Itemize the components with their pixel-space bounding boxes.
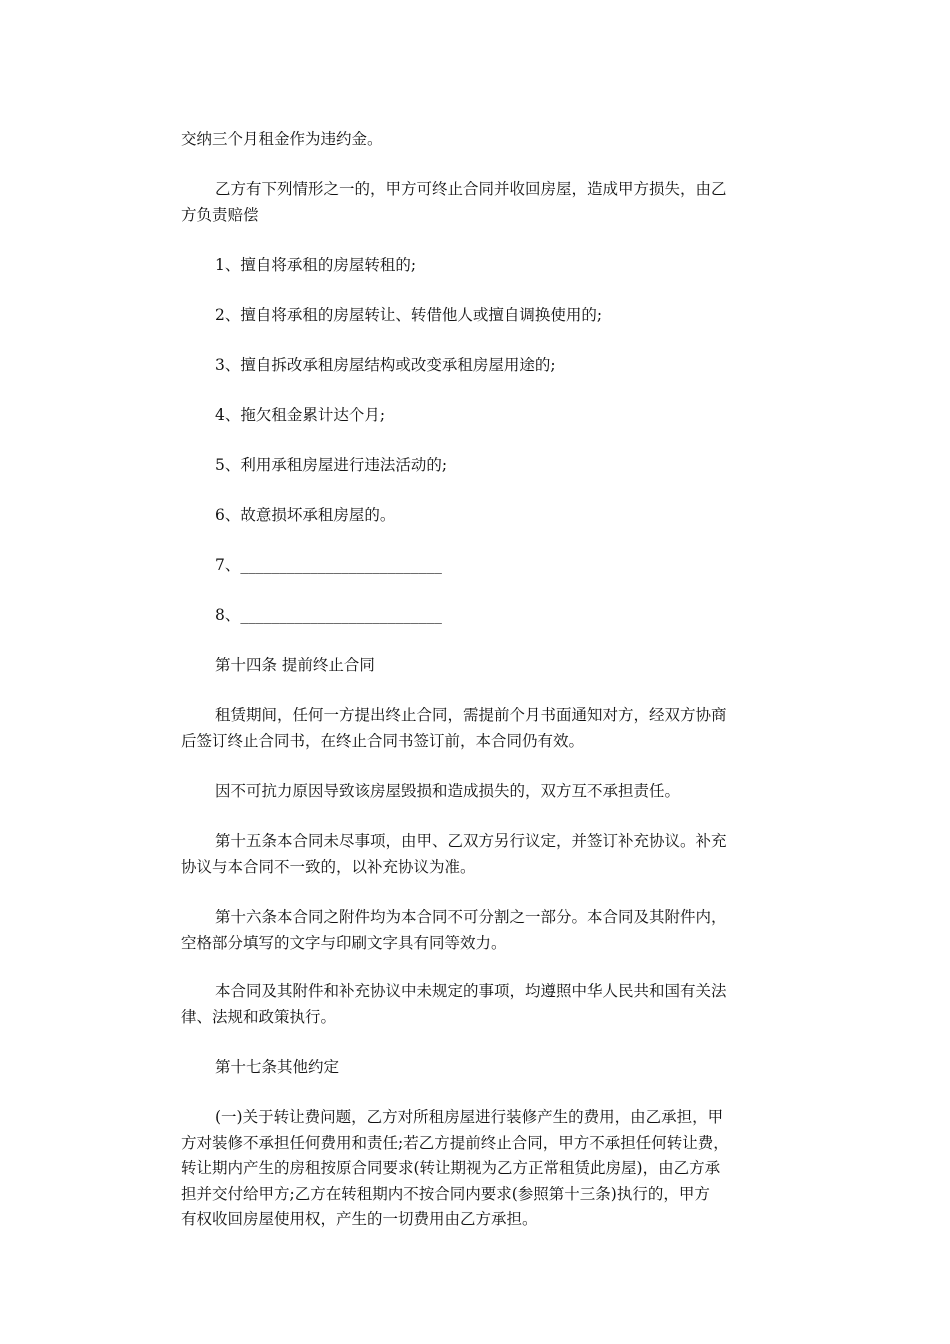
text-line: 第十五条本合同未尽事项，由甲、乙双方另行议定，并签订补充协议。补充 xyxy=(215,832,727,850)
text-line: 第十六条本合同之附件均为本合同不可分割之一部分。本合同及其附件内， xyxy=(215,908,727,926)
text-line: 担并交付给甲方;乙方在转租期内不按合同内要求(参照第十三条)执行的，甲方 xyxy=(181,1184,710,1203)
paragraph-early-termination xyxy=(181,703,775,754)
list-item-3 xyxy=(181,353,775,379)
text-line: 2、擅自将承租的房屋转让、转借他人或擅自调换使用的; xyxy=(215,306,603,324)
text-line: 方负责赔偿 xyxy=(181,205,259,224)
text-line: 律、法规和政策执行。 xyxy=(181,1007,337,1026)
paragraph-penalty-tail xyxy=(181,127,775,153)
text-line: 5、利用承租房屋进行违法活动的; xyxy=(215,456,448,474)
text-line: 3、擅自拆改承租房屋结构或改变承租房屋用途的; xyxy=(215,356,556,374)
text-line: 6、故意损坏承租房屋的。 xyxy=(215,506,396,524)
text-line: 空格部分填写的文字与印刷文字具有同等效力。 xyxy=(181,933,507,952)
paragraph-applicable-law xyxy=(181,979,775,1030)
list-item-7-blank xyxy=(181,553,775,579)
article-17-heading xyxy=(181,1055,775,1081)
article-14-heading xyxy=(181,653,775,679)
text-line: 1、擅自将承租的房屋转租的; xyxy=(215,256,417,274)
paragraph-termination-conditions xyxy=(181,177,775,228)
text-line: 协议与本合同不一致的，以补充协议为准。 xyxy=(181,857,476,876)
text-line: 因不可抗力原因导致该房屋毁损和造成损失的，双方互不承担责任。 xyxy=(215,782,681,800)
list-item-5 xyxy=(181,453,775,479)
text-line: 8、__________________________ xyxy=(215,606,442,624)
text-line: 交纳三个月租金作为违约金。 xyxy=(181,130,383,148)
article-16 xyxy=(181,905,775,956)
text-line: 转让期内产生的房租按原合同要求(转让期视为乙方正常租赁此房屋)，由乙方承 xyxy=(181,1159,721,1177)
text-line: 方对装修不承担任何费用和责任;若乙方提前终止合同，甲方不承担任何转让费， xyxy=(181,1133,729,1152)
text-line: 4、拖欠租金累计达个月; xyxy=(215,406,386,424)
text-line: 7、__________________________ xyxy=(215,556,442,574)
list-item-2 xyxy=(181,303,775,329)
list-item-6 xyxy=(181,503,775,529)
text-line: (一)关于转让费问题，乙方对所租房屋进行装修产生的费用，由乙承担，甲 xyxy=(215,1108,724,1126)
list-item-1 xyxy=(181,253,775,279)
text-line: 本合同及其附件和补充协议中未规定的事项，均遵照中华人民共和国有关法 xyxy=(215,982,727,1000)
list-item-4 xyxy=(181,403,775,429)
text-line: 后签订终止合同书，在终止合同书签订前，本合同仍有效。 xyxy=(181,731,585,750)
text-line: 第十四条 提前终止合同 xyxy=(215,656,375,674)
text-line: 乙方有下列情形之一的，甲方可终止合同并收回房屋，造成甲方损失，由乙 xyxy=(215,180,727,198)
text-line: 有权收回房屋使用权，产生的一切费用由乙方承担。 xyxy=(181,1210,538,1228)
text-line: 第十七条其他约定 xyxy=(215,1058,340,1076)
paragraph-transfer-fee xyxy=(181,1105,775,1233)
article-15 xyxy=(181,829,775,880)
paragraph-force-majeure xyxy=(181,779,775,805)
list-item-8-blank xyxy=(181,603,775,629)
text-line: 租赁期间，任何一方提出终止合同，需提前个月书面通知对方，经双方协商 xyxy=(215,706,727,724)
